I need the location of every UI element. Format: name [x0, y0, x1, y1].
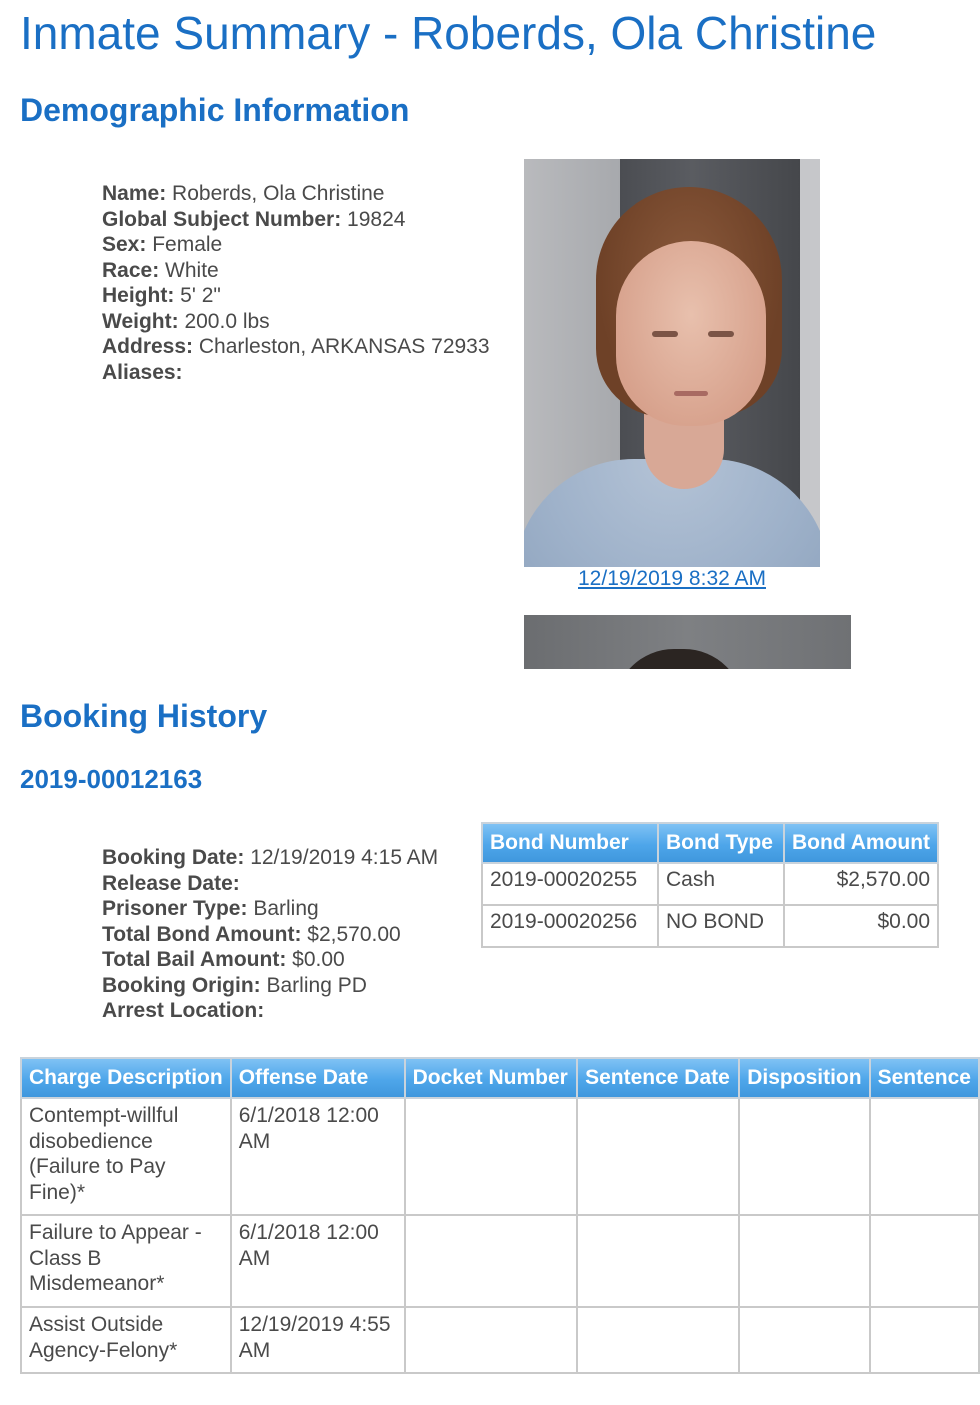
- info-value: White: [165, 258, 219, 282]
- info-value: Female: [152, 233, 223, 256]
- demographic-heading: Demographic Information: [20, 92, 410, 128]
- info-label: Release Date:: [102, 871, 240, 895]
- info-value: Roberds, Ola Christine: [172, 182, 385, 205]
- charge-table: [20, 1057, 980, 1374]
- docket-number-header: Docket Number: [405, 1058, 577, 1098]
- table-row: [21, 1098, 979, 1215]
- sentence-date-cell: [577, 1098, 739, 1215]
- charge-description-cell: Assist Outside Agency-Felony*: [21, 1307, 231, 1373]
- bond-number-header: Bond Number: [482, 823, 658, 863]
- bond-number-cell: 2019-00020256: [482, 905, 658, 947]
- info-value: 19824: [347, 207, 406, 231]
- bond-amount-cell: $0.00: [784, 905, 938, 947]
- disposition-cell: [739, 1215, 869, 1307]
- bond-type-cell: NO BOND: [658, 905, 784, 947]
- info-value: $2,570.00: [307, 922, 401, 946]
- sentence-header: Sentence: [870, 1058, 979, 1098]
- offense-date-cell: 6/1/2018 12:00 AM: [231, 1098, 405, 1215]
- info-label: Height:: [102, 284, 175, 307]
- sentence-date-header: Sentence Date: [577, 1058, 739, 1098]
- page-title: Inmate Summary - Roberds, Ola Christine: [20, 7, 877, 59]
- sentence-cell: [870, 1307, 979, 1373]
- photo-date-link[interactable]: 12/19/2019 8:32 AM: [578, 567, 766, 590]
- disposition-header: Disposition: [739, 1058, 869, 1098]
- docket-number-cell: [405, 1098, 577, 1215]
- bond-type-header: Bond Type: [658, 823, 784, 863]
- charge-description-header: Charge Description: [21, 1058, 231, 1098]
- bond-amount-cell: $2,570.00: [784, 863, 938, 905]
- sentence-date-cell: [577, 1215, 739, 1307]
- info-label: Booking Date:: [102, 846, 245, 869]
- info-value: 12/19/2019 4:15 AM: [250, 846, 439, 869]
- charge-table-header-row: [21, 1058, 979, 1098]
- docket-number-cell: [405, 1215, 577, 1307]
- info-value: 5' 2": [180, 284, 221, 307]
- disposition-cell: [739, 1098, 869, 1215]
- info-value: Barling PD: [266, 973, 367, 997]
- bond-amount-header: Bond Amount: [784, 823, 938, 863]
- info-label: Address:: [102, 335, 194, 358]
- table-row: [21, 1215, 979, 1307]
- info-value: Barling: [253, 897, 319, 920]
- info-value: Charleston, ARKANSAS 72933: [198, 335, 490, 358]
- sentence-cell: [870, 1215, 979, 1307]
- bond-type-cell: Cash: [658, 863, 784, 905]
- info-label: Aliases:: [102, 360, 183, 384]
- info-label: Booking Origin:: [102, 973, 261, 997]
- sentence-date-cell: [577, 1307, 739, 1373]
- info-label: Total Bond Amount:: [102, 922, 302, 946]
- booking-history-heading: Booking History: [20, 698, 268, 734]
- info-label: Arrest Location:: [102, 999, 265, 1022]
- offense-date-header: Offense Date: [231, 1058, 405, 1098]
- info-label: Sex:: [102, 233, 147, 256]
- disposition-cell: [739, 1307, 869, 1373]
- info-label: Name:: [102, 182, 167, 205]
- sentence-cell: [870, 1098, 979, 1215]
- charge-description-cell: Failure to Appear - Class B Misdemeanor*: [21, 1215, 231, 1307]
- table-row: [21, 1307, 979, 1373]
- docket-number-cell: [405, 1307, 577, 1373]
- info-label: Weight:: [102, 309, 179, 333]
- bond-number-cell: 2019-00020255: [482, 863, 658, 905]
- booking-number: 2019-00012163: [20, 764, 203, 794]
- offense-date-cell: 6/1/2018 12:00 AM: [231, 1215, 405, 1307]
- info-value: $0.00: [292, 948, 345, 971]
- info-label: Total Bail Amount:: [102, 948, 287, 971]
- info-value: 200.0 lbs: [184, 309, 270, 333]
- offense-date-cell: 12/19/2019 4:55 AM: [231, 1307, 405, 1373]
- info-label: Prisoner Type:: [102, 897, 248, 920]
- info-label: Global Subject Number:: [102, 207, 342, 231]
- charge-description-cell: Contempt-willful disobedience (Failure to Pay Fine)*: [21, 1098, 231, 1215]
- info-label: Race:: [102, 258, 160, 282]
